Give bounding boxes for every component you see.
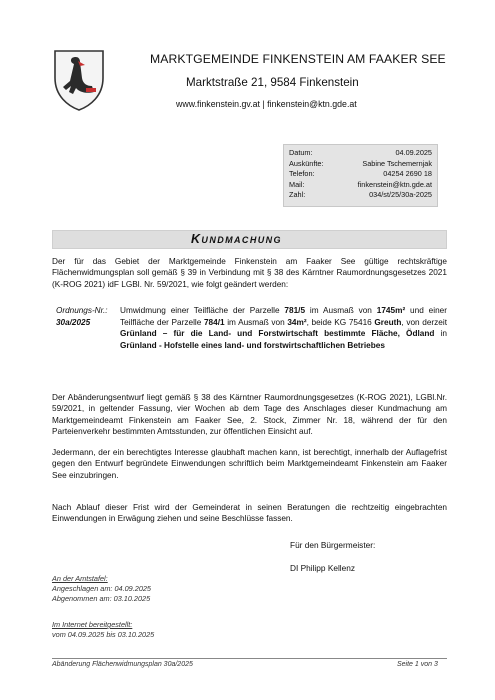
parcel-number: 781/5 <box>284 306 306 315</box>
amtstafel-heading: An der Amtstafel: <box>52 574 108 583</box>
info-label: Zahl: <box>289 190 306 200</box>
inspection-paragraph: Der Abänderungsentwurf liegt gemäß § 38 des Kärntner Raumordnungsgesetzes (K-ROG 2021), LGBl.Nr. 59/2021, in geltender Fassung, vier Wochen ab dem Tage des Anschlages dieser Kundmachung am Marktgemeindeamt Finkenstein am Faaker See, 2. Stock, Zimmer Nr. 18, während der für den Parteienverkehr bestimmten Amtsstunden, zur öffentlichen Einsicht auf. <box>52 393 447 436</box>
area-value: 1745m² <box>376 306 406 315</box>
info-label: Mail: <box>289 179 305 189</box>
info-value: 04.09.2025 <box>395 148 432 157</box>
info-row-contact-person <box>289 159 432 170</box>
info-value: 04254 2690 18 <box>383 169 432 179</box>
info-value: Sabine Tschemernjak <box>362 158 432 168</box>
org-address: Marktstraße 21, 9584 Finkenstein <box>186 76 359 89</box>
title-bar <box>52 230 447 249</box>
signature-label: Für den Bürgermeister: <box>290 540 376 550</box>
posted-date: Angeschlagen am: 04.09.2025 <box>52 584 151 593</box>
cadastral-place: Greuth <box>374 317 402 327</box>
objection-paragraph: Jedermann, der ein berechtigtes Interesse glaubhaft machen kann, ist berechtigt, innerhalb der Auflagefrist gegen den Entwurf begründete Einwendungen schriftlich beim Marktgemeindeamt Finkenstein am Faaker See einzubringen. <box>52 448 447 480</box>
info-box <box>283 144 438 207</box>
info-row-phone <box>289 169 432 180</box>
info-label: Auskünfte: <box>289 158 324 168</box>
org-contact[interactable]: www.finkenstein.gv.at | finkenstein@ktn.gde.at <box>176 99 357 109</box>
info-row-mail <box>289 180 432 191</box>
info-label: Datum: <box>289 148 313 157</box>
internet-period: vom 04.09.2025 bis 03.10.2025 <box>52 630 155 639</box>
ordnungs-nr-label <box>56 305 116 328</box>
footer-document-name: Abänderung Flächenwidmungsplan 30a/2025 <box>52 661 193 668</box>
page-number: Seite 1 von 3 <box>397 661 438 668</box>
amtstafel-note <box>52 574 151 604</box>
info-label: Telefon: <box>289 169 315 179</box>
rezoning-description: Umwidmung einer Teilfläche der Parzelle 781/5 im Ausmaß von 1745m² und einer Teilfläche der Parzelle 784/1 im Ausmaß von 34m², beide KG 75416 Greuth, von derzeit Grünland – für die Land- und Forstwirtschaft bestimmte Fläche, Ödland in Grünland - Hofstelle eines land- und forstwirtschaftlichen Betriebes <box>120 306 447 350</box>
parcel-number: 784/1 <box>203 317 225 327</box>
info-row-date <box>289 148 432 159</box>
removed-date: Abgenommen am: 03.10.2025 <box>52 594 151 603</box>
ordnungs-nr-number: 30a/2025 <box>56 317 91 327</box>
coat-of-arms-logo <box>52 48 106 112</box>
info-value[interactable]: finkenstein@ktn.gde.at <box>357 179 432 189</box>
ordnungs-nr-prefix: Ordnungs-Nr.: <box>56 306 108 315</box>
internet-heading: Im Internet bereitgestellt: <box>52 620 133 629</box>
info-row-reference <box>289 190 432 201</box>
council-paragraph: Nach Ablauf dieser Frist wird der Gemeinderat in seinen Beratungen die rechtzeitig eingebrachten Einwendungen in Erwägung ziehen und seine Beschlüsse fassen. <box>52 503 447 524</box>
zoning-from: Grünland – für die Land- und Forstwirtschaft bestimmte Fläche, Ödland <box>120 329 435 338</box>
info-value: 034/st/25/30a-2025 <box>369 190 432 200</box>
signature-name: DI Philipp Kellenz <box>290 563 356 573</box>
internet-note <box>52 620 154 640</box>
intro-paragraph: Der für das Gebiet der Marktgemeinde Finkenstein am Faaker See gültige rechtskräftige Flächenwidmungsplan soll gemäß § 39 in Verbindung mit § 38 des Kärntner Raumordnungsgesetzes 2021 (K-ROG 2021) idF LGBl. Nr. 59/2021, wie folgt geändert werden: <box>52 257 447 289</box>
area-value: 34m² <box>287 317 307 327</box>
footer-divider <box>52 658 447 659</box>
zoning-to: Grünland - Hofstelle eines land- und forstwirtschaftlichen Betriebes <box>120 340 385 350</box>
document-title: Kundmachung <box>191 232 282 246</box>
org-name: MARKTGEMEINDE FINKENSTEIN AM FAAKER SEE <box>150 52 446 66</box>
